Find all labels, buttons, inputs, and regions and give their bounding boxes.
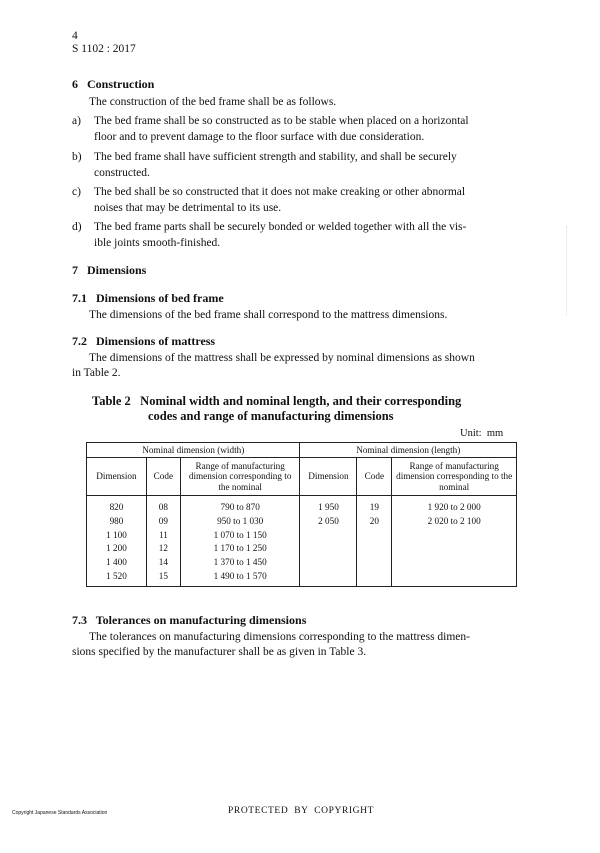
table-cell: 09 <box>158 515 168 526</box>
list-item-line: noises that may be detrimental to its use. <box>94 201 282 214</box>
list-item-line: The bed frame shall have sufficient strength and stability, and shall be securely <box>94 151 457 163</box>
section-7-3-heading: 7.3 Tolerances on manufacturing dimensions <box>72 613 307 627</box>
list-item-line: The bed frame shall be so constructed as to be stable when placed on a horizontal <box>94 115 469 127</box>
section-7-1-heading: 7.1 Dimensions of bed frame <box>72 291 224 305</box>
width-code-column <box>146 496 180 587</box>
table-cell: 980 <box>109 515 124 526</box>
table-cell: 12 <box>158 543 168 554</box>
table-cell: 1 370 to 1 450 <box>213 557 267 568</box>
list-item-marker: c) <box>72 186 81 198</box>
list-item-marker: d) <box>72 221 82 233</box>
table-cell: 08 <box>158 502 168 512</box>
table-2-title: codes and range of manufacturing dimensions <box>148 409 394 423</box>
table-unit: Unit: mm <box>460 428 504 439</box>
table-cell: 1 070 to 1 150 <box>213 529 267 540</box>
table-cell: 1 400 <box>106 557 127 568</box>
group-header-width: Nominal dimension (width) <box>87 443 300 458</box>
list-item-line: The bed frame parts shall be securely bonded or welded together with all the vis- <box>94 221 467 233</box>
length-dimension-column <box>300 496 357 587</box>
column-header-code: Code <box>146 458 180 496</box>
column-header-range: Range of manufacturing dimension corresponding to the nominal <box>392 458 517 496</box>
table-group-header-row <box>87 443 517 458</box>
table-body-row <box>87 496 517 587</box>
footer-copyright: Copyright Japanese Standards Association <box>12 810 108 816</box>
width-dimension-column <box>87 496 147 587</box>
table-cell: 20 <box>369 515 379 526</box>
table-cell: 1 520 <box>106 570 127 581</box>
table-2 <box>86 442 517 587</box>
list-item-marker: b) <box>72 151 82 163</box>
section-7-2-heading: 7.2 Dimensions of mattress <box>72 334 216 348</box>
section-7-heading: 7 Dimensions <box>72 263 147 277</box>
document-code: S 1102 : 2017 <box>72 43 136 55</box>
width-range-column <box>180 496 300 587</box>
table-cell: 15 <box>158 570 168 581</box>
section-7-3-text: The tolerances on manufacturing dimensions corresponding to the mattress dimen- <box>89 631 470 643</box>
page-number: 4 <box>72 30 78 42</box>
column-header-range: Range of manufacturing dimension corresponding to the nominal <box>180 458 300 496</box>
table-cell: 11 <box>158 529 168 540</box>
table-cell: 1 490 to 1 570 <box>213 570 267 581</box>
group-header-length: Nominal dimension (length) <box>300 443 517 458</box>
table-cell: 790 to 870 <box>220 502 260 512</box>
section-7-1-text: The dimensions of the bed frame shall correspond to the mattress dimensions. <box>89 309 448 321</box>
table-cell: 19 <box>369 502 379 512</box>
length-code-column <box>357 496 392 587</box>
table-header-row <box>87 458 517 496</box>
list-item-line: The bed shall be so constructed that it does not make creaking or other abnormal <box>94 186 466 198</box>
list-item-line: floor and to prevent damage to the floor surface with due consideration. <box>94 130 425 143</box>
section-6-heading: 6 Construction <box>72 77 155 91</box>
column-header-code: Code <box>357 458 392 496</box>
footer-protected: PROTECTED BY COPYRIGHT <box>228 806 374 816</box>
table-cell: 2 050 <box>318 515 339 526</box>
table-cell: 1 950 <box>318 502 339 512</box>
list-item-line: ible joints smooth-finished. <box>94 236 221 249</box>
list-item-line: constructed. <box>94 166 150 179</box>
list-item-marker: a) <box>72 115 81 127</box>
column-header-dimension: Dimension <box>87 458 147 496</box>
table-cell: 2 020 to 2 100 <box>427 515 481 526</box>
table-cell: 1 920 to 2 000 <box>427 502 481 512</box>
margin-mark <box>566 226 568 316</box>
section-7-2-text: The dimensions of the mattress shall be expressed by nominal dimensions as shown <box>89 352 475 364</box>
table-cell: 14 <box>158 557 168 568</box>
table-cell: 820 <box>109 502 124 512</box>
table-cell: 1 100 <box>106 529 127 540</box>
section-7-2-text: in Table 2. <box>72 367 121 379</box>
section-6-intro: The construction of the bed frame shall be as follows. <box>89 96 337 108</box>
table-cell: 1 200 <box>106 543 127 554</box>
length-range-column <box>392 496 517 587</box>
column-header-dimension: Dimension <box>300 458 357 496</box>
table-cell: 950 to 1 030 <box>217 515 264 526</box>
table-cell: 1 170 to 1 250 <box>213 543 267 554</box>
section-7-3-text: sions specified by the manufacturer shall be as given in Table 3. <box>72 646 367 658</box>
table-2-title: Table 2 Nominal width and nominal length, and their corresponding <box>92 394 462 408</box>
